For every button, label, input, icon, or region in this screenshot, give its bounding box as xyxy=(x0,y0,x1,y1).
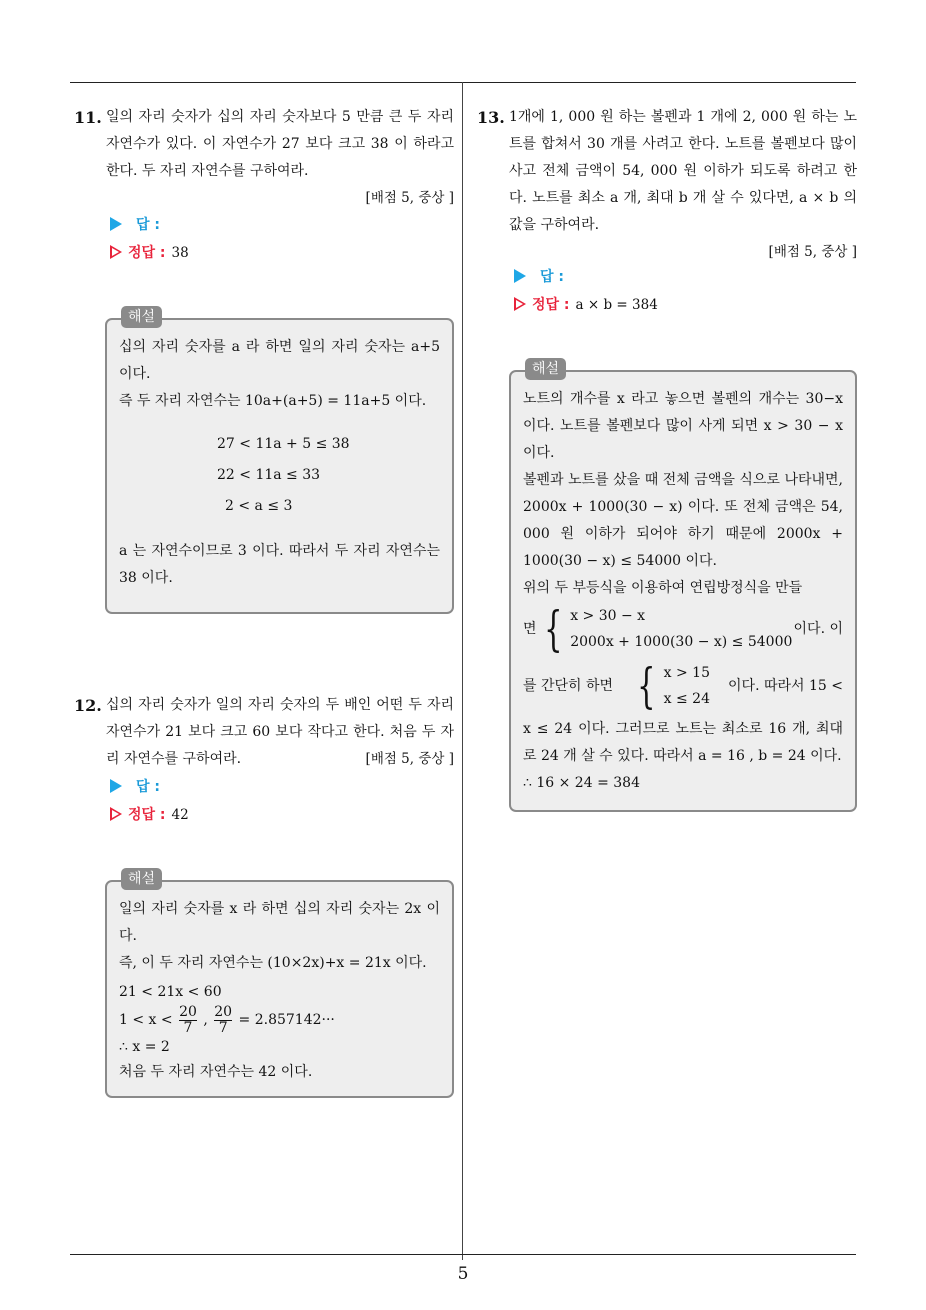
equation-system xyxy=(631,660,710,712)
correct-label: 정답 : xyxy=(532,297,570,313)
answer-line xyxy=(110,776,160,798)
problem-number: 13. xyxy=(477,108,505,127)
correct-arrow-icon xyxy=(514,297,526,311)
system-equation: x ≤ 24 xyxy=(663,691,710,707)
problem-text xyxy=(106,692,454,773)
correct-value: 38 xyxy=(171,245,189,261)
problem-score: [배점 5, 중상 ] xyxy=(365,190,454,206)
system-equation: x > 15 xyxy=(663,665,710,681)
explanation-line: 일의 자리 숫자를 x 라 하면 십의 자리 숫자는 2x 이다. xyxy=(119,901,440,944)
fraction-denominator: 7 xyxy=(214,1020,232,1036)
correct-answer-line xyxy=(110,242,189,264)
correct-value: a × b = 384 xyxy=(575,297,658,313)
equation-system-line xyxy=(523,602,843,656)
explanation-conclusion: a 는 자연수이므로 3 이다. 따라서 두 자리 자연수는 38 이다. xyxy=(119,543,440,586)
explanation-paragraph: x ≤ 24 이다. 그러므로 노트는 최소로 16 개, 최대로 24 개 살 수 있다. 따라서 a = 16 , b = 24 이다. xyxy=(523,721,843,764)
answer-arrow-icon xyxy=(110,779,122,793)
problem-13 xyxy=(477,104,857,266)
explanation-paragraph: 노트의 개수를 x 라고 놓으면 볼펜의 개수는 30−x 이다. 노트를 볼펜보다 많이 사게 되면 x > 30 − x 이다. xyxy=(523,391,843,461)
explanation-paragraph: 볼펜과 노트를 샀을 때 전체 금액을 식으로 나타내면, 2000x + 1000(30 − x) 이다. 또 전체 금액은 54, 000 원 이하가 되어야 하기 때문에 2000x + 1000(30 − x) ≤ 54000 이다. xyxy=(523,472,843,569)
column-divider xyxy=(462,82,463,1260)
equation-system xyxy=(538,603,793,655)
math-line-fraction xyxy=(119,1003,440,1037)
page-number: 5 xyxy=(457,1264,469,1284)
problem-score: [배점 5, 중상 ] xyxy=(365,751,454,767)
top-rule xyxy=(70,82,856,83)
explanation-tag: 해설 xyxy=(121,306,162,328)
math-text: = 2.857142··· xyxy=(234,1012,335,1028)
equation-system-line xyxy=(523,656,843,716)
answer-label: 답 : xyxy=(540,269,564,285)
explanation-paragraph: ∴ 16 × 24 = 384 xyxy=(523,775,640,791)
explanation-tag: 해설 xyxy=(121,868,162,890)
explanation-line: 즉 두 자리 자연수는 10a+(a+5) = 11a+5 이다. xyxy=(119,393,427,409)
correct-label: 정답 : xyxy=(128,245,166,261)
answer-line xyxy=(110,214,160,236)
explanation-paragraph: 위의 두 부등식을 이용하여 연립방정식을 만들 xyxy=(523,580,803,596)
math-line: 2 < a ≤ 3 xyxy=(225,498,293,514)
correct-arrow-icon xyxy=(110,245,122,259)
correct-label: 정답 : xyxy=(128,807,166,823)
problem-text: 1개에 1, 000 원 하는 볼펜과 1 개에 2, 000 원 하는 노트를 합쳐서 30 개를 사려고 한다. 노트를 볼펜보다 많이 사고 전체 금액이 54, 000 원 이하가 되도록 하려고 한다. 노트를 최소 a 개, 최대 b 개 살 수 있다면, a × b 의 값을 구하여라. xyxy=(509,109,857,233)
math-line: 21 < 21x < 60 xyxy=(119,984,222,1000)
math-line: 27 < 11a + 5 ≤ 38 xyxy=(217,436,350,452)
problem-12 xyxy=(74,692,454,773)
left-brace-icon: { xyxy=(543,601,563,657)
system-equation: 2000x + 1000(30 − x) ≤ 54000 xyxy=(570,634,793,650)
math-line: 22 < 11a ≤ 33 xyxy=(217,467,321,483)
correct-answer-line xyxy=(514,294,658,316)
answer-label: 답 : xyxy=(136,217,160,233)
correct-answer-line xyxy=(110,804,189,826)
math-text: 1 < x < xyxy=(119,1012,178,1028)
bottom-rule xyxy=(70,1254,856,1255)
explanation-tag: 해설 xyxy=(525,358,566,380)
fraction-numerator: 20 xyxy=(179,1003,197,1020)
explanation-line: 십의 자리 숫자를 a 라 하면 일의 자리 숫자는 a+5 이다. xyxy=(119,339,440,382)
math-text: 를 간단히 하면 xyxy=(523,677,614,694)
answer-arrow-icon xyxy=(110,217,122,231)
explanation-box xyxy=(509,361,857,812)
problem-11 xyxy=(74,104,454,212)
left-brace-icon: { xyxy=(637,658,656,714)
math-line: ∴ x = 2 xyxy=(119,1039,170,1055)
answer-line xyxy=(514,266,564,288)
math-text: 이다. 이 xyxy=(793,620,843,637)
problem-score: [배점 5, 중상 ] xyxy=(768,244,857,260)
problem-number: 11. xyxy=(74,108,102,127)
correct-arrow-icon xyxy=(110,807,122,821)
explanation-conclusion: 처음 두 자리 자연수는 42 이다. xyxy=(119,1064,313,1080)
math-text: 이다. 따라서 15 < xyxy=(728,677,843,694)
answer-arrow-icon xyxy=(514,269,526,283)
answer-label: 답 : xyxy=(136,779,160,795)
explanation-box xyxy=(105,309,454,614)
fraction xyxy=(214,1005,232,1036)
explanation-box xyxy=(105,871,454,1098)
system-equation: x > 30 − x xyxy=(570,608,646,624)
problem-text-body: 십의 자리 숫자가 일의 자리 숫자의 두 배인 어떤 두 자리 자연수가 21 보다 크고 60 보다 작다고 한다. 처음 두 자리 자연수를 구하여라. xyxy=(106,697,454,767)
fraction-numerator: 20 xyxy=(214,1003,233,1020)
problem-number: 12. xyxy=(74,696,102,715)
fraction xyxy=(179,1005,197,1036)
math-text: , xyxy=(198,1012,213,1028)
explanation-line: 즉, 이 두 자리 자연수는 (10×2x)+x = 21x 이다. xyxy=(119,955,427,971)
problem-text: 일의 자리 숫자가 십의 자리 숫자보다 5 만큼 큰 두 자리 자연수가 있다. 이 자연수가 27 보다 크고 38 이 하라고 한다. 두 자리 자연수를 구하여라. xyxy=(106,109,454,179)
math-text: 면 xyxy=(523,620,537,637)
correct-value: 42 xyxy=(171,807,189,823)
fraction-denominator: 7 xyxy=(179,1020,197,1036)
